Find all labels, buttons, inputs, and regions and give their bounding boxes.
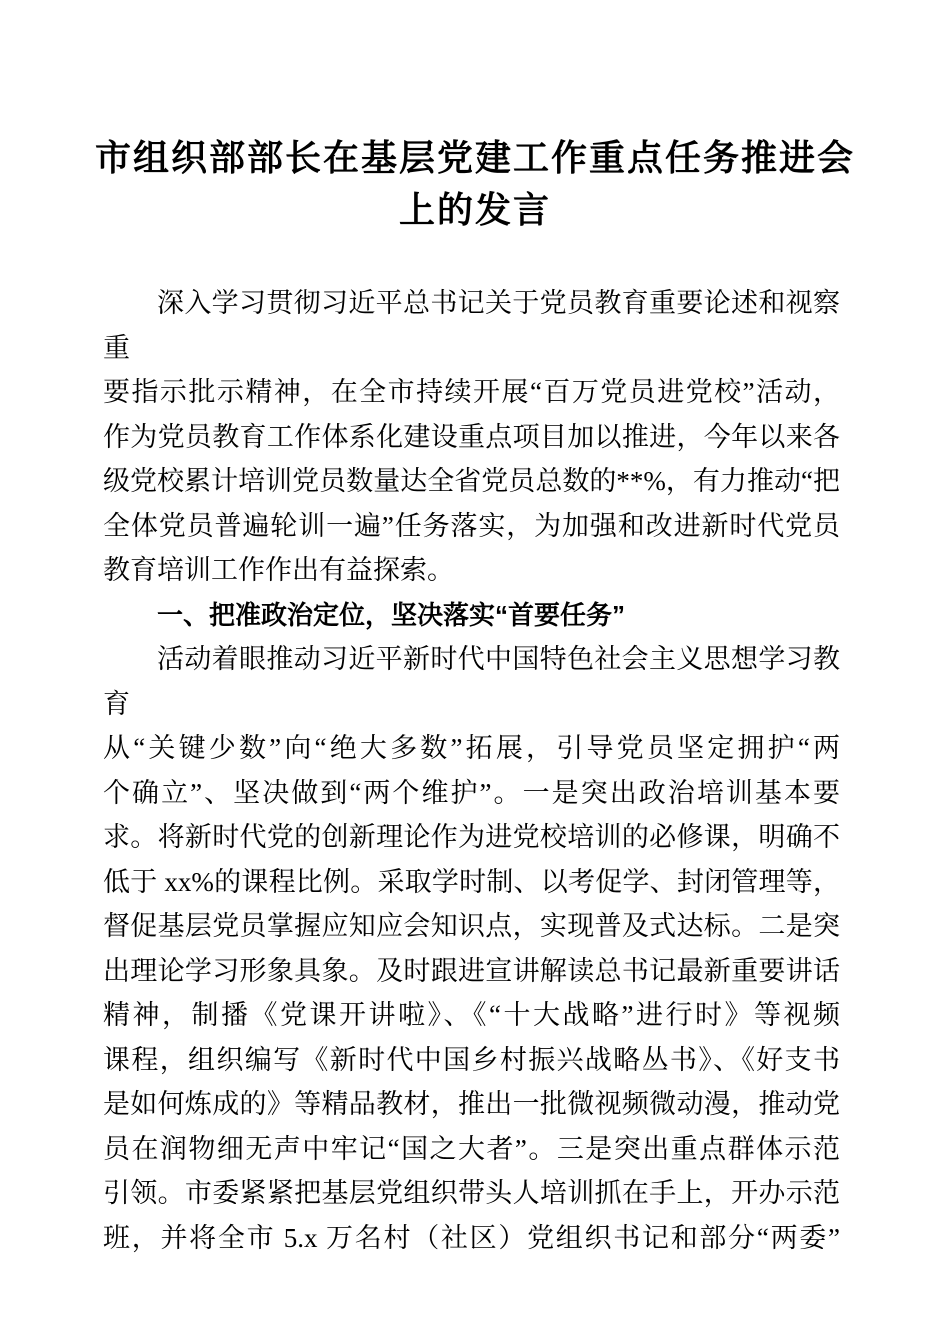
section-paragraph-line: 班，并将全市 5.x 万名村（社区）党组织书记和部分“两委” [103,1222,840,1253]
title-line: 市组织部部长在基层党建工作重点任务推进会 [94,138,855,178]
document-body [103,281,840,1260]
intro-paragraph-line: 全体党员普遍轮训一遍”任务落实，为加强和改进新时代党员 [103,510,840,541]
intro-paragraph-line: 级党校累计培训党员数量达全省党员总数的**%，有力推动“把 [103,466,840,496]
section-paragraph-line: 课程，组织编写《新时代中国乡村振兴战略丛书》、《好支书 [103,1044,840,1075]
intro-paragraph-line: 作为党员教育工作体系化建设重点项目加以推进，今年以来各 [103,421,840,452]
section-paragraph-line: 个确立”、坚决做到“两个维护”。一是突出政治培训基本要 [103,777,840,808]
intro-paragraph-line: 教育培训工作作出有益探索。 [103,555,454,585]
section-paragraph-line: 从“关键少数”向“绝大多数”拓展，引导党员坚定拥护“两 [103,733,840,763]
title-line: 上的发言 [398,190,551,230]
section-paragraph-line: 精神，制播《党课开讲啦》、《“十大战略”进行时》等视频 [103,1000,840,1030]
section-paragraph-line: 是如何炼成的》等精品教材，推出一批微视频微动漫，推动党 [103,1089,840,1119]
section-paragraph-line: 员在润物细无声中牢记“国之大者”。三是突出重点群体示范 [103,1133,840,1164]
section-heading: 一、把准政治定位，坚决落实“首要任务” [157,599,626,630]
document-title [0,132,950,236]
intro-paragraph-line: 要指示批示精神，在全市持续开展“百万党员进党校”活动， [103,377,840,407]
section-paragraph-line: 活动着眼推动习近平新时代中国特色社会主义思想学习教育 [103,644,840,719]
section-paragraph-line: 引领。市委紧紧把基层党组织带头人培训抓在手上，开办示范 [103,1178,840,1208]
intro-paragraph-line: 深入学习贯彻习近平总书记关于党员教育重要论述和视察重 [103,288,840,363]
section-paragraph-line: 出理论学习形象具象。及时跟进宣讲解读总书记最新重要讲话 [103,955,840,986]
section-paragraph-line: 求。将新时代党的创新理论作为进党校培训的必修课，明确不 [103,822,840,852]
section-paragraph-line: 督促基层党员掌握应知应会知识点，实现普及式达标。二是突 [103,911,840,941]
section-paragraph-line: 低于 xx%的课程比例。采取学时制、以考促学、封闭管理等， [103,866,840,897]
